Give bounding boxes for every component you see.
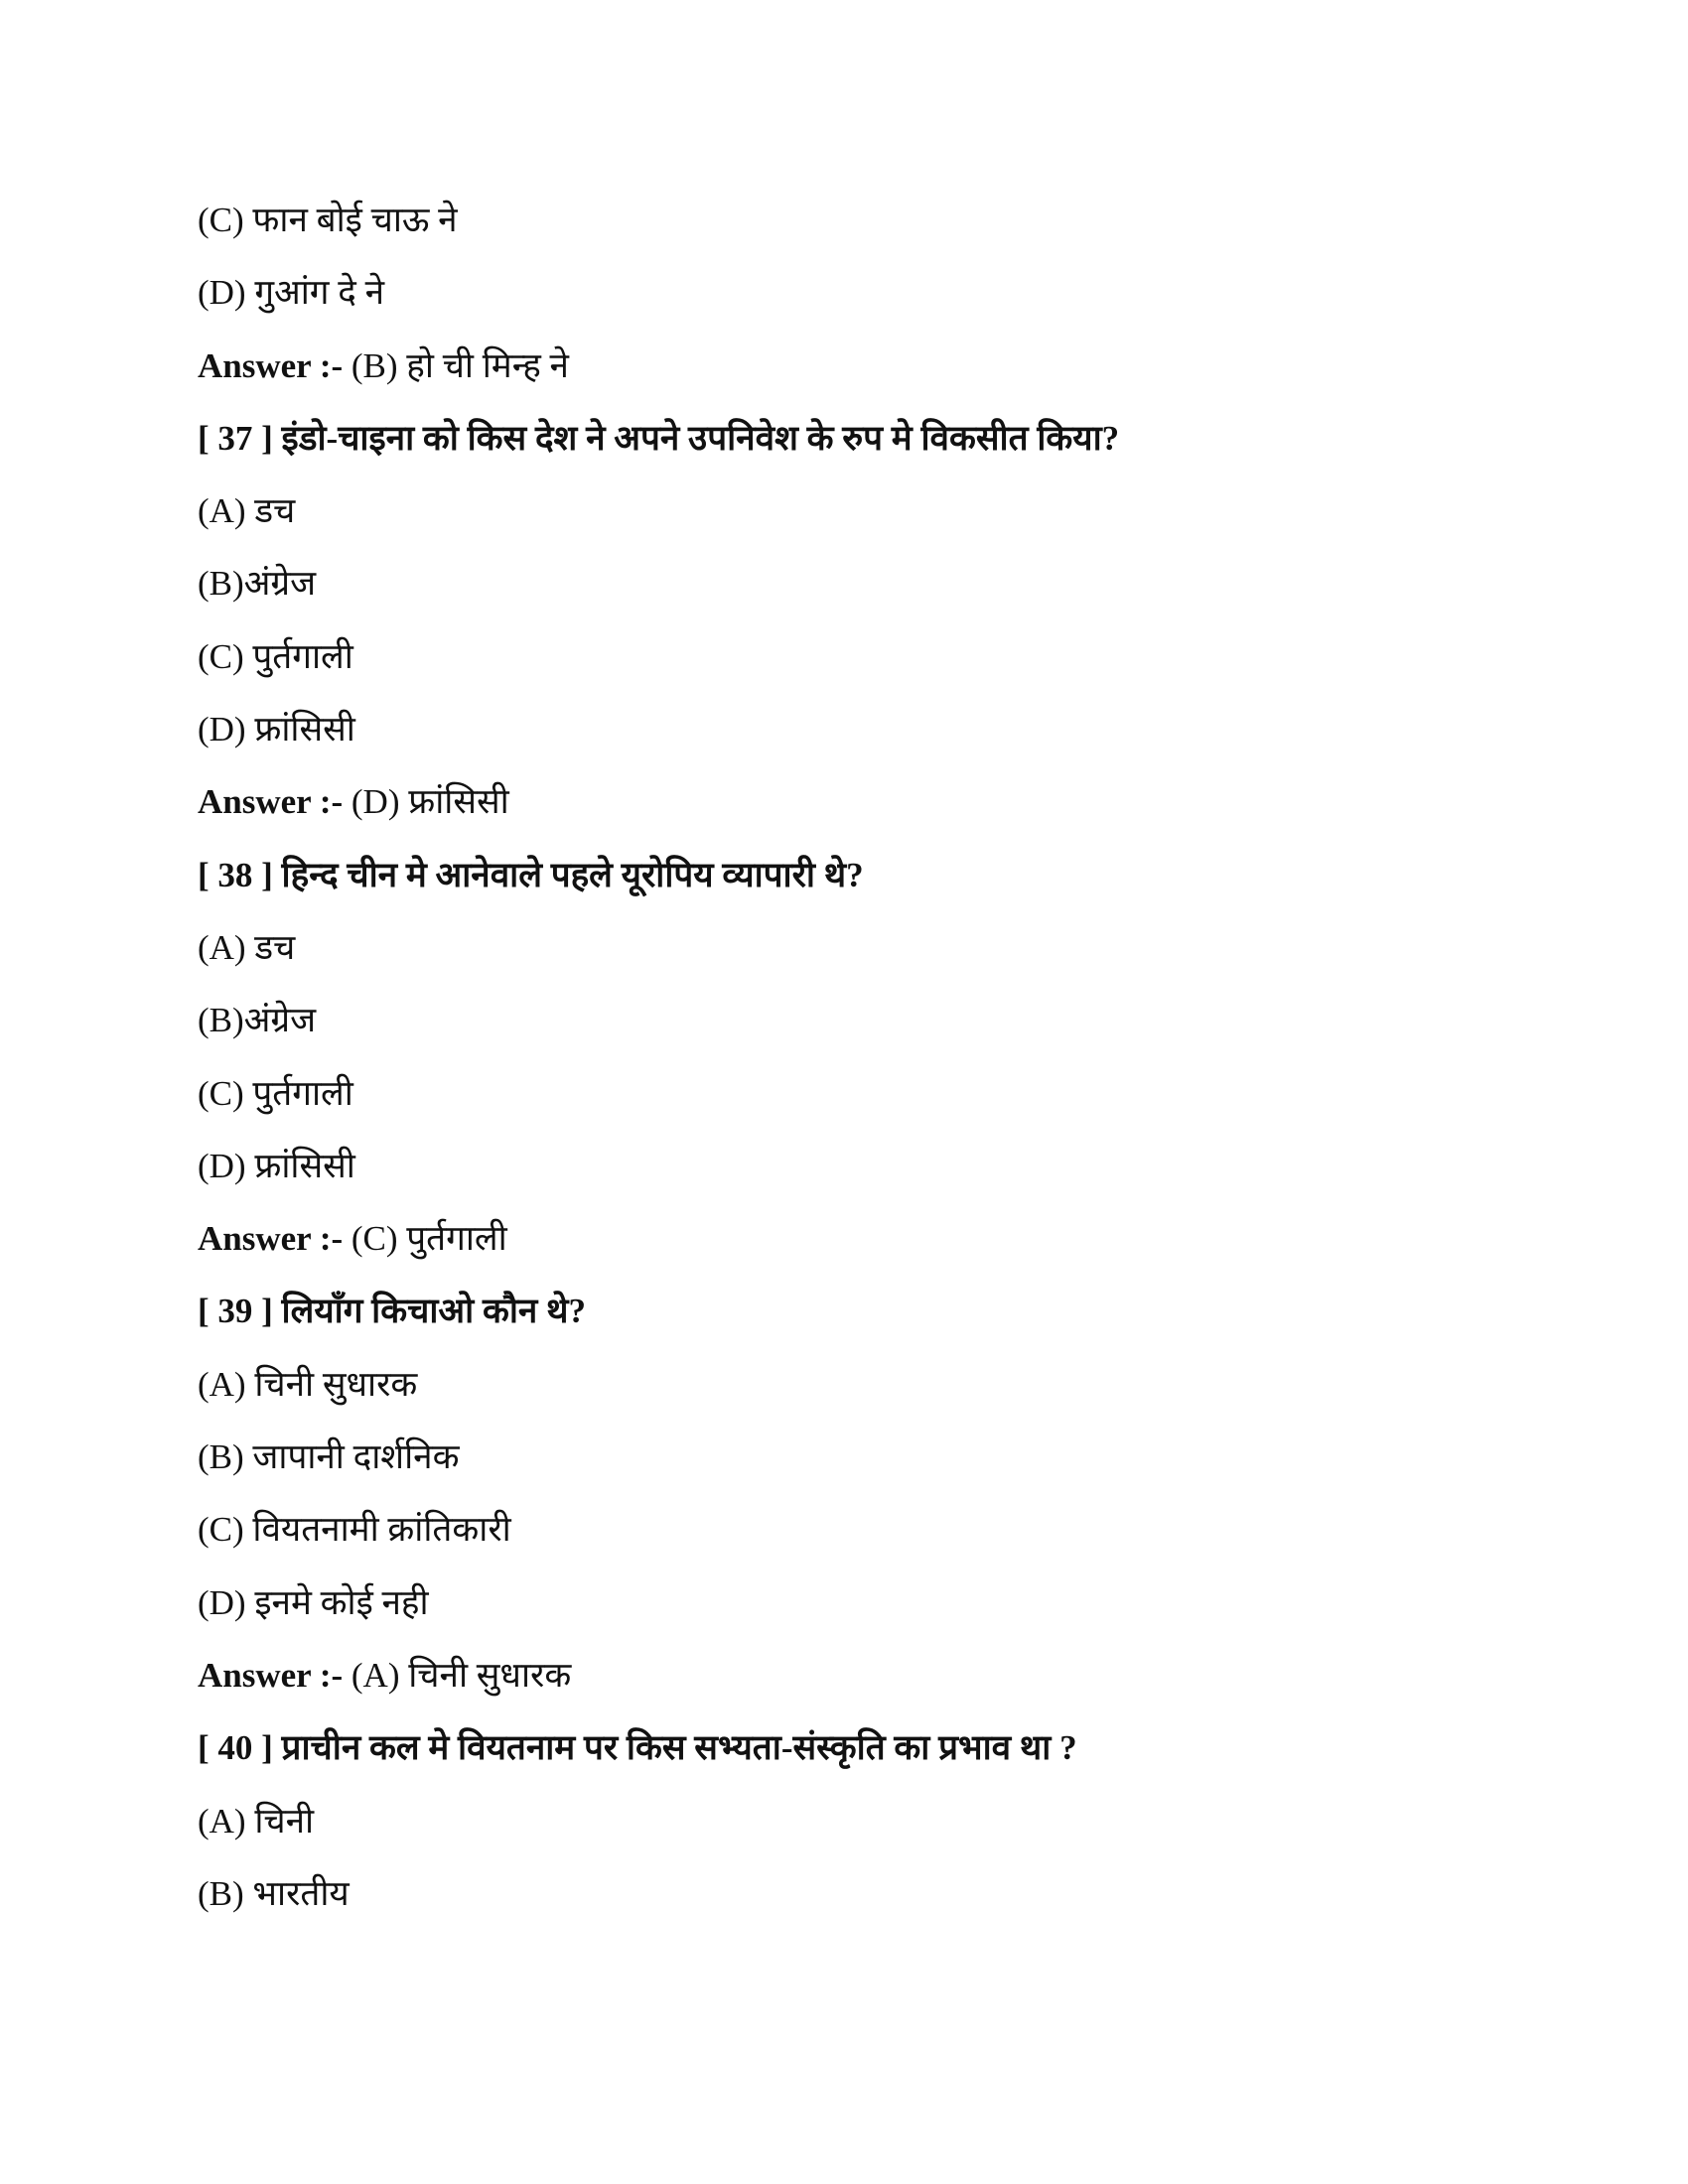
answer-line (198, 1202, 1589, 1275)
question-text: [ 39 ] लियाँग किचाओ कौन थे? (198, 1292, 586, 1331)
option-text: (D) गुआंग दे ने (198, 273, 385, 313)
option-text: (D) फ्रांसिसी (198, 710, 355, 750)
option-text: (B)अंग्रेज (198, 1001, 317, 1040)
option-text: (B) जापानी दार्शनिक (198, 1437, 460, 1477)
answer-value: (B) हो ची मिन्ह ने (343, 345, 569, 385)
answer-line (198, 765, 1589, 838)
option-text: (C) पुर्तगाली (198, 1073, 353, 1113)
option-text: (D) फ्रांसिसी (198, 1146, 355, 1185)
option-text: (C) फान बोई चाऊ ने (198, 201, 458, 239)
answer-label: Answer :- (198, 1219, 344, 1259)
option-text: (D) इनमे कोई नही (198, 1582, 429, 1622)
option-text: (B) भारतीय (198, 1873, 350, 1913)
option-text: (C) पुर्तगाली (198, 636, 353, 676)
question-text: [ 37 ] इंडो-चाइना को किस देश ने अपने उपनिवेश के रुप मे विकसीत किया? (198, 418, 1120, 458)
answer-value: (A) चिनी सुधारक (343, 1655, 572, 1695)
option-text: (A) चिनी (198, 1801, 315, 1841)
question-text: [ 38 ] हिन्द चीन मे आनेवाले पहले यूरोपिय व्यापारी थे? (198, 855, 864, 894)
answer-value: (C) पुर्तगाली (343, 1219, 507, 1259)
option-text: (A) डच (198, 491, 296, 531)
option-text: (C) वियतनामी क्रांतिकारी (198, 1510, 511, 1550)
answer-line (198, 1639, 1589, 1711)
option-text: (A) डच (198, 927, 296, 967)
answer-label: Answer :- (198, 345, 344, 385)
option-text: (B)अंग्रेज (198, 564, 317, 604)
answer-label: Answer :- (198, 1655, 344, 1695)
answer-value: (D) फ्रांसिसी (343, 782, 509, 822)
option-text: (A) चिनी सुधारक (198, 1364, 418, 1404)
document-page (198, 184, 1589, 1930)
answer-line (198, 330, 1589, 402)
answer-label: Answer :- (198, 782, 344, 822)
question-text: [ 40 ] प्राचीन कल मे वियतनाम पर किस सभ्यता-संस्कृति का प्रभाव था ? (198, 1728, 1077, 1768)
